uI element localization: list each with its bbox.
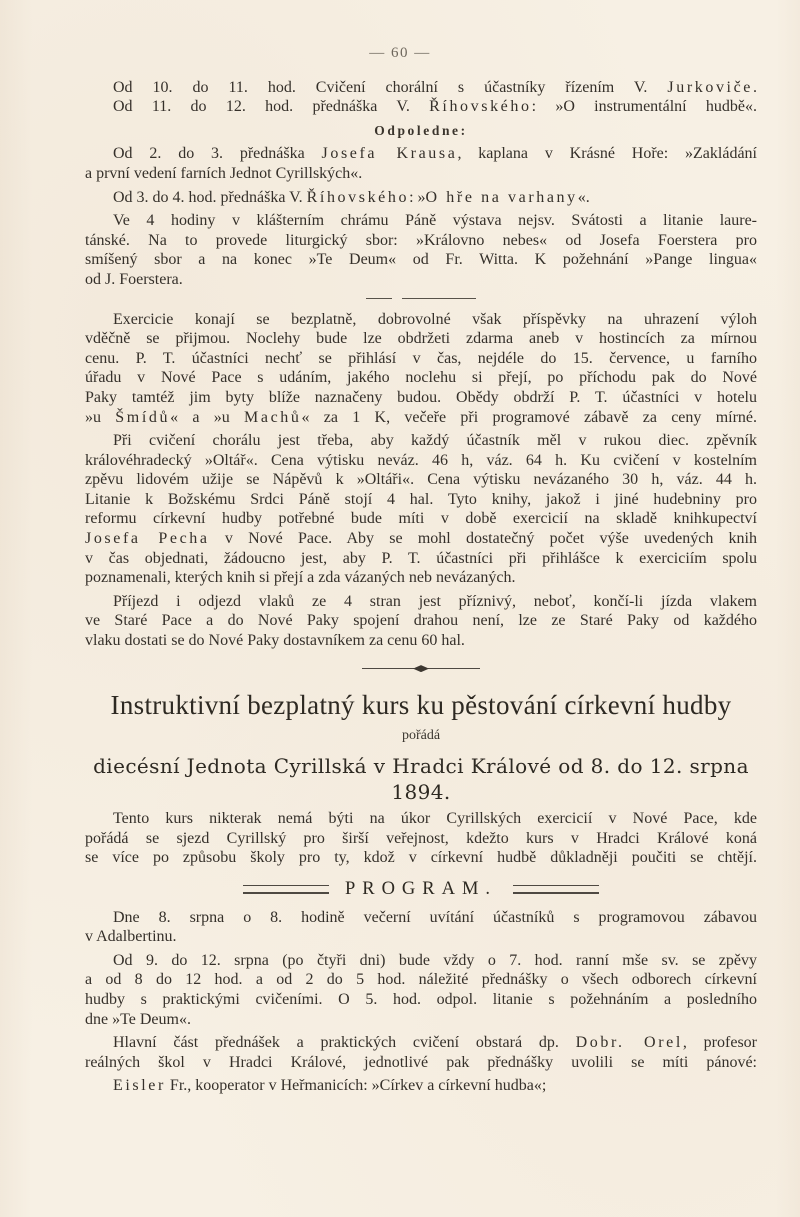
text-line bbox=[85, 490, 757, 510]
text-line bbox=[85, 927, 757, 947]
text-line bbox=[85, 388, 757, 408]
text-segment: , kaplana v Krásné Hoře: »Zakládání bbox=[457, 145, 757, 163]
text-segment: pořádá bbox=[401, 727, 441, 743]
text-line bbox=[85, 431, 757, 451]
text-line bbox=[85, 848, 757, 868]
text-line bbox=[85, 549, 757, 569]
text-segment: diecésní Jednota Cyrillská v Hradci Králové od 8. do 12. srpna 1894. bbox=[93, 754, 749, 805]
text-segment: od J. Foerstera. bbox=[85, 270, 183, 288]
divider-dash bbox=[366, 298, 392, 299]
text-segment: v Nové Pace. Aby se mohl dostatečný počet výše uvedených knih bbox=[209, 530, 758, 548]
text-line bbox=[85, 211, 757, 231]
text-segment: Ve 4 hodiny v klášterním chrámu Páně výstava nejsv. Svátosti a litanie laure- bbox=[113, 212, 757, 230]
text-line bbox=[85, 829, 757, 849]
text-segment: smíšený sbor a na konec »Te Deum« od Fr. Witta. K požehnání »Pange lingua« bbox=[85, 251, 757, 269]
text-line bbox=[85, 908, 757, 928]
text-segment: Hlavní část přednášek a praktických cvičení obstará dp. bbox=[113, 1034, 576, 1052]
text-segment: ve Staré Pace a do Nové Paky spojení drahou není, lze ze Staré Paky od každého bbox=[85, 612, 757, 630]
text-segment: : »O instrumentální hudbě«. bbox=[531, 98, 758, 116]
text-segment: úřadu v Nové Pace s udáním, jakého noclehu si přejí, po příchodu pak do Nové bbox=[85, 369, 757, 387]
text-line bbox=[85, 1010, 757, 1030]
text-segment: vděčně se přijmou. Noclehy bude lze obdržeti zdarma aneb v hostincích za mírnou bbox=[85, 330, 757, 348]
text-segment: Eisler bbox=[113, 1077, 166, 1095]
text-line bbox=[85, 509, 757, 529]
text-line bbox=[85, 1053, 757, 1073]
text-segment: Od 11. do 12. hod. přednáška V. bbox=[113, 98, 430, 116]
text-segment: Říhovského bbox=[429, 98, 532, 116]
text-segment: Machů bbox=[244, 408, 302, 426]
program-heading bbox=[85, 880, 757, 900]
course-subtitle bbox=[85, 726, 757, 746]
text-line bbox=[85, 310, 757, 330]
text-line bbox=[85, 270, 757, 290]
text-segment: v Adalbertinu. bbox=[85, 928, 177, 946]
text-segment: »u bbox=[85, 408, 116, 426]
text-line bbox=[85, 470, 757, 490]
text-segment: se více po způsobu školy pro ty, kdož v církevní hudbě důkladněji poučiti se chtějí. bbox=[85, 849, 757, 867]
text-segment: Dne 8. srpna o 8. hodině večerní uvítání účastníků s programovou zábavou bbox=[113, 908, 757, 926]
text-line bbox=[85, 592, 757, 612]
text-line bbox=[85, 144, 757, 164]
text-segment: dne »Te Deum«. bbox=[85, 1010, 191, 1028]
text-segment: — 60 — bbox=[369, 45, 431, 61]
text-line bbox=[85, 990, 757, 1010]
text-segment: Exercicie konají se bezplatně, dobrovolné však příspěvky na uhrazení výloh bbox=[113, 310, 757, 328]
text-segment: tánské. Na to provede liturgický sbor: »Královno nebes« od Josefa Foerstera pro bbox=[85, 231, 757, 249]
text-segment: « a »u bbox=[170, 408, 245, 426]
text-segment: královéhradecký »Oltář«. Cena výtisku neváz. 46 h, váz. 64 h. Ku cvičení v kostelním bbox=[85, 451, 757, 469]
text-segment: vlaku dostati se do Nové Paky dostavníkem za cenu 60 hal. bbox=[85, 632, 465, 650]
course-title bbox=[85, 689, 757, 721]
text-segment: reformu církevní hudby potřebné bude míti v době exercicií na skladě knihkupectví bbox=[85, 510, 757, 528]
text-line bbox=[85, 631, 757, 651]
text-segment: Při cvičení chorálu jest třeba, aby každý účastník měl v rukou diec. zpěvník bbox=[113, 432, 757, 450]
text-line bbox=[85, 1076, 757, 1096]
text-segment: v čas objednati, žádoucno jest, aby P. T. účastníci při přihlášce k exerciciím spolu bbox=[85, 549, 757, 567]
text-line bbox=[85, 250, 757, 270]
text-segment: Litanie k Božskému Srdci Páně stojí 4 hal. Tyto knihy, jakož i jiné hudebniny pro bbox=[85, 490, 757, 508]
text-line bbox=[85, 529, 757, 549]
text-line bbox=[85, 97, 757, 117]
text-segment: hudby s praktickými cvičeními. O 5. hod. odpol. litanie s požehnáním a posledního bbox=[85, 990, 757, 1008]
text-line bbox=[85, 809, 757, 829]
text-segment: , profesor bbox=[682, 1034, 757, 1052]
text-line bbox=[85, 231, 757, 251]
text-segment: Paky tamtéž jim byty blíže naznačeny budou. Obědy obdrží P. T. účastníci v hotelu bbox=[85, 388, 757, 406]
text-segment: Fr., kooperator v Heřmanicích: »Církev a církevní hudba«; bbox=[165, 1077, 547, 1095]
text-segment: poznamenali, kterých knih si přejí a zda vázaných neb nevázaných. bbox=[85, 569, 516, 587]
text-line bbox=[85, 951, 757, 971]
text-segment: zpěvu lidovém užije se Nápěvů k »Oltáři«. Cena výtisku nevázaného 30 h, váz. 44 h. bbox=[85, 471, 757, 489]
text-segment: . bbox=[753, 78, 757, 96]
text-segment: Od 2. do 3. přednáška bbox=[113, 145, 322, 163]
text-segment: Tento kurs nikterak nemá býti na úkor Cyrillských exercicií v Nové Pace, kde bbox=[113, 810, 757, 828]
text-segment: Příjezd i odjezd vlaků ze 4 stran jest příznivý, neboť, končí-li jízda vlakem bbox=[113, 592, 757, 610]
text-segment: Josefa Krausa bbox=[321, 145, 458, 163]
text-line bbox=[85, 368, 757, 388]
text-line bbox=[85, 329, 757, 349]
text-segment: Instruktivní bezplatný kurs ku pěstování církevní hudby bbox=[110, 689, 732, 720]
text-line bbox=[85, 188, 757, 208]
text-line bbox=[85, 451, 757, 471]
text-line bbox=[85, 164, 757, 184]
divider-line bbox=[428, 668, 480, 669]
text-segment: Říhovského bbox=[306, 188, 410, 206]
text-line bbox=[85, 568, 757, 588]
text-segment: a první vedení farních Jednot Cyrillských«. bbox=[85, 164, 363, 182]
heading-rule bbox=[513, 885, 599, 894]
organizer-line bbox=[85, 753, 757, 805]
text-segment: « za 1 K, večeře při programové zábavě za ceny mírné. bbox=[301, 408, 758, 426]
diamond-ornament-icon bbox=[413, 665, 429, 672]
text-segment: Od 3. do 4. hod. přednáška V. bbox=[113, 188, 307, 206]
text-segment: Od 9. do 12. srpna (po čtyři dni) bude vždy o 7. hod. ranní mše sv. se zpěvy bbox=[113, 951, 757, 969]
program-heading-text: PROGRAM. bbox=[344, 879, 498, 899]
text-line bbox=[85, 611, 757, 631]
text-segment: pořádá se sjezd Cyrillský pro širší veřejnost, kdežto kurs v Hradci Králové koná bbox=[85, 829, 757, 847]
text-segment: O hře na varhany bbox=[425, 188, 578, 206]
page-number bbox=[0, 44, 800, 64]
text-line bbox=[85, 78, 757, 98]
text-segment: Šmídů bbox=[115, 408, 171, 426]
text-line bbox=[85, 349, 757, 369]
text-segment: Dobr. Orel bbox=[575, 1034, 683, 1052]
text-segment: Odpoledne: bbox=[374, 122, 468, 138]
text-segment: Od 10. do 11. hod. Cvičení chorální s účastníky řízením V. bbox=[113, 78, 668, 96]
text-segment: cenu. P. T. účastníci nechť se přihlásí v čas, nejdéle do 15. července, u farního bbox=[85, 349, 757, 367]
section-divider bbox=[85, 296, 757, 302]
section-divider bbox=[85, 665, 757, 673]
text-line bbox=[85, 1033, 757, 1053]
text-segment: : » bbox=[409, 188, 426, 206]
text-segment: a od 8 do 12 hod. a od 2 do 5 hod. náležité přednášky o všech odborech církevní bbox=[85, 971, 757, 989]
text-segment: «. bbox=[577, 188, 590, 206]
text-segment: Josefa Pecha bbox=[85, 530, 210, 548]
text-segment: reálných škol v Hradci Králové, jednotlivé pak přednášky uvolili se míti pánové: bbox=[85, 1053, 757, 1071]
afternoon-heading bbox=[85, 121, 757, 141]
text-line bbox=[85, 408, 757, 428]
divider-line bbox=[362, 668, 414, 669]
divider-dash bbox=[402, 298, 476, 299]
text-line bbox=[85, 970, 757, 990]
text-segment: Jurkoviče bbox=[667, 78, 753, 96]
heading-rule bbox=[243, 885, 329, 894]
